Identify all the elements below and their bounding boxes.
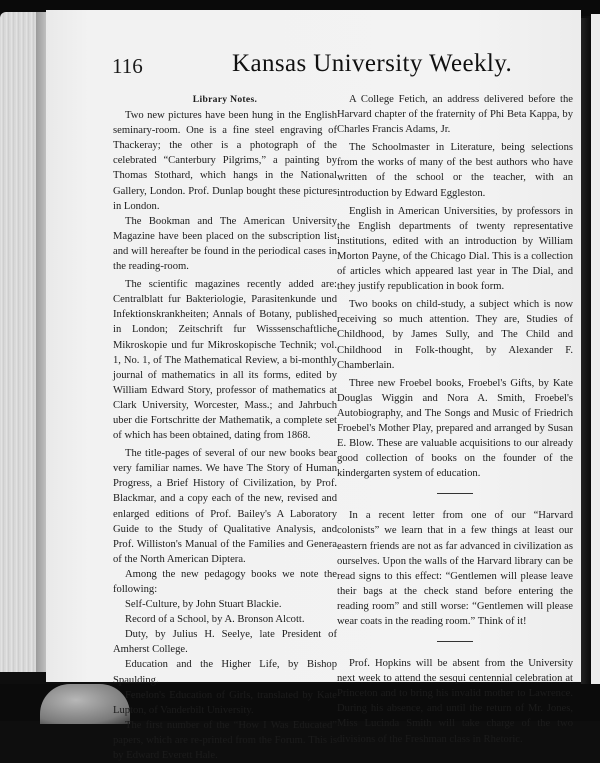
- left-column: [113, 92, 337, 763]
- paragraph-prof-hopkins: Prof. Hopkins will be absent from the University next week to attend the sesqui centennial celebration at Princeton and to bring his invalid mother to Lawrence. During his absence, and until the return of Mr. Jones, Miss Lucinda Smith will take charge of the two divisions of the Freshman class in Rhetoric.: [337, 658, 573, 745]
- paragraph-harvard-colonists: In a recent letter from one of our “Harvard colonists” we learn that in a few things at least our eastern friends are not as far advanced in civilization as ourselves. Upon the walls of the Harvard library can be read signs to this effect: “Gentlemen will please leave their bags at the check stand before entering the reading room” and still worse: “Gentlemen will please wear coats in the reading room.” Think of it!: [337, 510, 573, 627]
- paragraph-child-study: Two books on child-study, a subject which is now receiving so much attention. They are, Studies of Childhood, by James Sully, and The Child and Childhood in Folk-thought, by Alexander F. Chamberlain.: [337, 299, 573, 371]
- right-column: [337, 92, 573, 747]
- facing-page-edge: [591, 14, 600, 692]
- section-divider: [437, 641, 473, 642]
- book-entry: The Schoolmaster in Literature, being selections from the works of many of the best authors who have written of the school or the teacher, with an introduction by Edward Eggleston.: [337, 142, 573, 199]
- paragraph-scientific-magazines: The scientific magazines recently added are: Centralblatt fur Bakteriologie, Parasitenkunde und Infektionskrankheiten; Annals of Botany, published in London; Zeitschrift fur Wisssenschaftliche Mikroskopie und fur Mikroskopische Technik; vol. 1, No. 1, of The Mathematical Review, a bi-monthly journal of mathematics in all its forms, edited by William Edward Story, professor of mathematics at Clark University, Worcester, Mass.; and Jahrbuch uber die Fortschritte der Mathematik, a complete set of which has been obtained, dating from 1868.: [113, 279, 337, 442]
- section-divider: [437, 493, 473, 494]
- paragraph-title-pages: The title-pages of several of our new books bear very familiar names. We have The Story of Human Progress, a Brief History of Civilization, by Prof. Blackmar, and a copy each of the new, revised and enlarged editions of Prof. Bailey's A Laboratory Guide to the Study of Qualitative Analysis, and Prof. Williston's Manual of the Families and Genera of the North American Diptera.: [113, 448, 337, 565]
- page-header: [112, 50, 572, 84]
- paragraph-pedagogy-intro: Among the new pedagogy books we note the following:: [113, 568, 337, 595]
- book-entry: Record of a School, by A. Bronson Alcott.: [125, 614, 305, 626]
- book-entry: A College Fetich, an address delivered before the Harvard chapter of the fraternity of Phi Beta Kappa, by Charles Francis Adams, Jr.: [337, 94, 573, 136]
- book-entry: Self-Culture, by John Stuart Blackie.: [125, 599, 282, 611]
- book-entry: Fenelon's Education of Girls, translated by Kate Lupton, of Vanderbilt University.: [113, 689, 337, 716]
- paragraph-froebel-books: Three new Froebel books, Froebel's Gifts, by Kate Douglas Wiggin and Nora A. Smith, Froebel's Autobiography, and The Songs and Music of Friedrich Froebel's Mother Play, prepared and arranged by Susan E. Blow. These are valuable acquisitions to our already good collection of books on the founder of the kindergarten system of education.: [337, 377, 573, 480]
- section-heading: Library Notes.: [192, 94, 258, 105]
- paragraph-subscriptions: The Bookman and The American University Magazine have been placed on the subscription list and will hereafter be found in the periodical cases in the reading-room.: [113, 215, 337, 273]
- page-number: 116: [112, 54, 143, 78]
- book-binding: [581, 18, 591, 686]
- paragraph-how-i-was-educated: The first number of the “How I Was Educated” papers, which are re-printed from the Forum. This is by Edward Everett Hale.: [113, 719, 337, 762]
- book-entry: Education and the Higher Life, by Bishop Spaulding.: [113, 659, 337, 686]
- book-entry: English in American Universities, by professors in the English departments of twenty representative institutions, edited with an introduction by William Morton Payne, of the Chicago Dial. This is a collection of articles which appeared last year in The Dial, and they justify republication in book form.: [337, 205, 573, 293]
- running-title: Kansas University Weekly.: [232, 50, 513, 77]
- book-entry: Duty, by Julius H. Seelye, late President of Amherst College.: [113, 629, 337, 656]
- paragraph-new-pictures: Two new pictures have been hung in the English seminary-room. One is a fine steel engraving of Thackeray; the other is a photograph of the celebrated “Canterbury Pilgrims,” a painting by Thomas Stothard, which hangs in the National Gallery, London. Prof. Dunlap bought these pictures in London.: [113, 110, 337, 212]
